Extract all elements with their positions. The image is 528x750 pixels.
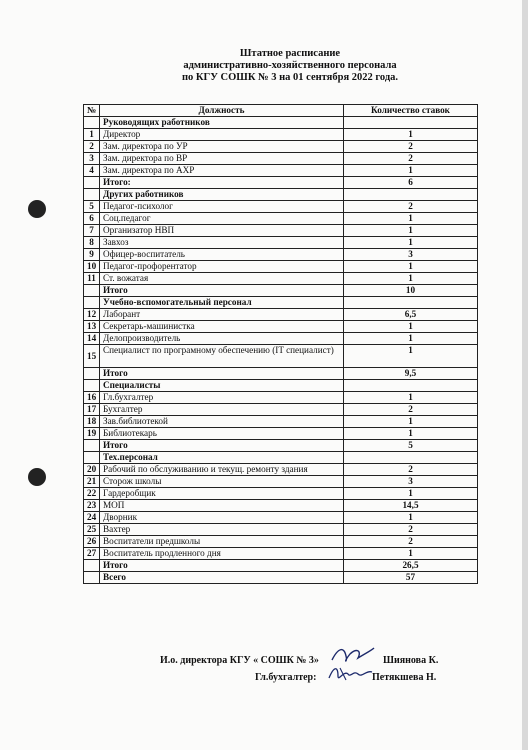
table-row xyxy=(84,213,478,225)
row-position: Лаборант xyxy=(100,309,344,321)
row-position: Организатор НВП xyxy=(100,225,344,237)
row-position: Воспитатель продленного дня xyxy=(100,548,344,560)
row-number: 2 xyxy=(84,141,100,153)
row-position: Гл.бухгалтер xyxy=(100,392,344,404)
row-count: 14,5 xyxy=(344,500,478,512)
row-number xyxy=(84,572,100,584)
row-number: 25 xyxy=(84,524,100,536)
total-row xyxy=(84,285,478,297)
table-row xyxy=(84,416,478,428)
accountant-signature xyxy=(326,664,376,684)
row-number: 10 xyxy=(84,261,100,273)
row-number xyxy=(84,440,100,452)
table-row xyxy=(84,141,478,153)
row-number xyxy=(84,297,100,309)
title-line-2: административно-хозяйственного персонала xyxy=(183,60,397,71)
table-row xyxy=(84,536,478,548)
table-row xyxy=(84,548,478,560)
row-number: 19 xyxy=(84,428,100,440)
row-count: 57 xyxy=(344,572,478,584)
row-number: 8 xyxy=(84,237,100,249)
row-position: Сторож школы xyxy=(100,476,344,488)
row-number: 23 xyxy=(84,500,100,512)
table-row xyxy=(84,165,478,177)
total-row xyxy=(84,177,478,189)
table-row xyxy=(84,261,478,273)
row-count: 1 xyxy=(344,488,478,500)
row-count: 2 xyxy=(344,464,478,476)
row-count: 10 xyxy=(344,285,478,297)
row-count: 2 xyxy=(344,524,478,536)
director-signature xyxy=(328,644,376,666)
row-count: 1 xyxy=(344,333,478,345)
row-number: 22 xyxy=(84,488,100,500)
row-count: 1 xyxy=(344,237,478,249)
total-row xyxy=(84,560,478,572)
table-row xyxy=(84,129,478,141)
row-position: Педагог-психолог xyxy=(100,201,344,213)
row-position: Делопроизводитель xyxy=(100,333,344,345)
title-line-3: по КГУ СОШК № 3 на 01 сентября 2022 года. xyxy=(181,72,399,83)
header-count: Количество ставок xyxy=(344,105,478,117)
row-number: 1 xyxy=(84,129,100,141)
total-row xyxy=(84,440,478,452)
section-row xyxy=(84,297,478,309)
row-position: Зав.библиотекой xyxy=(100,416,344,428)
punch-hole-top xyxy=(28,200,46,218)
row-number: 17 xyxy=(84,404,100,416)
row-position: Соц.педагог xyxy=(100,213,344,225)
table-row xyxy=(84,237,478,249)
row-number: 18 xyxy=(84,416,100,428)
row-position: Дворник xyxy=(100,512,344,524)
row-number xyxy=(84,285,100,297)
row-position: Гардеробщик xyxy=(100,488,344,500)
row-count: 1 xyxy=(344,416,478,428)
row-count: 1 xyxy=(344,129,478,141)
row-position: Завхоз xyxy=(100,237,344,249)
row-position: Директор xyxy=(100,129,344,141)
row-number: 26 xyxy=(84,536,100,548)
row-count xyxy=(344,189,478,201)
row-position: Всего xyxy=(100,572,344,584)
table-body xyxy=(84,117,478,584)
row-number: 15 xyxy=(84,345,100,368)
document-title xyxy=(120,48,460,84)
row-number xyxy=(84,452,100,464)
row-number xyxy=(84,117,100,129)
table-row xyxy=(84,153,478,165)
row-position: Вахтер xyxy=(100,524,344,536)
row-number: 6 xyxy=(84,213,100,225)
row-position: Рабочий по обслуживанию и текущ. ремонту здания xyxy=(100,464,344,476)
row-number: 5 xyxy=(84,201,100,213)
row-number xyxy=(84,380,100,392)
row-count: 1 xyxy=(344,165,478,177)
row-count: 1 xyxy=(344,548,478,560)
row-count: 5 xyxy=(344,440,478,452)
row-count: 2 xyxy=(344,201,478,213)
header-position: Должность xyxy=(100,105,344,117)
table-row xyxy=(84,500,478,512)
row-count: 2 xyxy=(344,153,478,165)
row-position: Бухгалтер xyxy=(100,404,344,416)
table-row xyxy=(84,428,478,440)
table-row xyxy=(84,488,478,500)
row-position: Итого: xyxy=(100,177,344,189)
row-position: Специалист по програмному обеспечению (IT специалист) xyxy=(100,345,344,368)
table-row xyxy=(84,249,478,261)
row-count: 6,5 xyxy=(344,309,478,321)
scan-edge xyxy=(522,0,528,750)
table-row xyxy=(84,512,478,524)
row-count: 3 xyxy=(344,249,478,261)
row-count: 9,5 xyxy=(344,368,478,380)
row-count: 2 xyxy=(344,404,478,416)
accountant-label: Гл.бухгалтер: xyxy=(255,672,317,683)
punch-hole-bottom xyxy=(28,468,46,486)
row-count: 1 xyxy=(344,392,478,404)
row-count xyxy=(344,117,478,129)
table-row xyxy=(84,345,478,368)
row-number: 4 xyxy=(84,165,100,177)
row-number: 21 xyxy=(84,476,100,488)
table-row xyxy=(84,524,478,536)
row-count: 2 xyxy=(344,536,478,548)
row-position: Тех.персонал xyxy=(100,452,344,464)
row-position: Офицер-воспитатель xyxy=(100,249,344,261)
row-count: 2 xyxy=(344,141,478,153)
row-number: 14 xyxy=(84,333,100,345)
table-row xyxy=(84,201,478,213)
staff-table xyxy=(83,104,478,584)
table-row xyxy=(84,309,478,321)
row-count: 1 xyxy=(344,213,478,225)
director-name: Шиянова К. xyxy=(383,655,439,666)
row-number: 16 xyxy=(84,392,100,404)
row-count: 1 xyxy=(344,428,478,440)
table-row xyxy=(84,392,478,404)
row-position: Воспитатели предшколы xyxy=(100,536,344,548)
row-number: 13 xyxy=(84,321,100,333)
row-number: 11 xyxy=(84,273,100,285)
table-row xyxy=(84,273,478,285)
total-row xyxy=(84,572,478,584)
row-number: 20 xyxy=(84,464,100,476)
row-number xyxy=(84,560,100,572)
row-position: Библиотекарь xyxy=(100,428,344,440)
row-position: Зам. директора по АХР xyxy=(100,165,344,177)
table-row xyxy=(84,225,478,237)
row-position: Итого xyxy=(100,368,344,380)
row-count: 3 xyxy=(344,476,478,488)
row-count: 26,5 xyxy=(344,560,478,572)
row-count: 1 xyxy=(344,512,478,524)
row-position: Учебно-вспомогательный персонал xyxy=(100,297,344,309)
total-row xyxy=(84,368,478,380)
row-position: Итого xyxy=(100,560,344,572)
table-row xyxy=(84,333,478,345)
title-line-1: Штатное расписание xyxy=(239,48,341,59)
row-position: Руководящих работников xyxy=(100,117,344,129)
section-row xyxy=(84,189,478,201)
table-row xyxy=(84,476,478,488)
table-header-row xyxy=(84,105,478,117)
table-row xyxy=(84,321,478,333)
row-position: Зам. директора по УР xyxy=(100,141,344,153)
row-number: 24 xyxy=(84,512,100,524)
row-count: 1 xyxy=(344,321,478,333)
accountant-name: Петякшева Н. xyxy=(372,672,437,683)
row-position: Секретарь-машинистка xyxy=(100,321,344,333)
row-number: 7 xyxy=(84,225,100,237)
row-count xyxy=(344,297,478,309)
row-position: Зам. директора по ВР xyxy=(100,153,344,165)
director-label: И.о. директора КГУ « СОШК № 3» xyxy=(160,655,319,666)
row-position: Итого xyxy=(100,440,344,452)
row-count: 1 xyxy=(344,261,478,273)
row-count: 6 xyxy=(344,177,478,189)
row-number xyxy=(84,368,100,380)
table-row xyxy=(84,404,478,416)
section-row xyxy=(84,452,478,464)
row-position: Итого xyxy=(100,285,344,297)
row-number xyxy=(84,177,100,189)
row-number: 27 xyxy=(84,548,100,560)
row-count: 1 xyxy=(344,273,478,285)
row-position: Педагог-профорентатор xyxy=(100,261,344,273)
row-number: 9 xyxy=(84,249,100,261)
section-row xyxy=(84,380,478,392)
row-position: Специалисты xyxy=(100,380,344,392)
row-number: 12 xyxy=(84,309,100,321)
table-row xyxy=(84,464,478,476)
row-number xyxy=(84,189,100,201)
section-row xyxy=(84,117,478,129)
row-position: МОП xyxy=(100,500,344,512)
row-count: 1 xyxy=(344,345,478,368)
row-count: 1 xyxy=(344,225,478,237)
row-count xyxy=(344,380,478,392)
row-number: 3 xyxy=(84,153,100,165)
row-position: Других работников xyxy=(100,189,344,201)
header-num: № xyxy=(84,105,100,117)
row-position: Ст. вожатая xyxy=(100,273,344,285)
row-count xyxy=(344,452,478,464)
